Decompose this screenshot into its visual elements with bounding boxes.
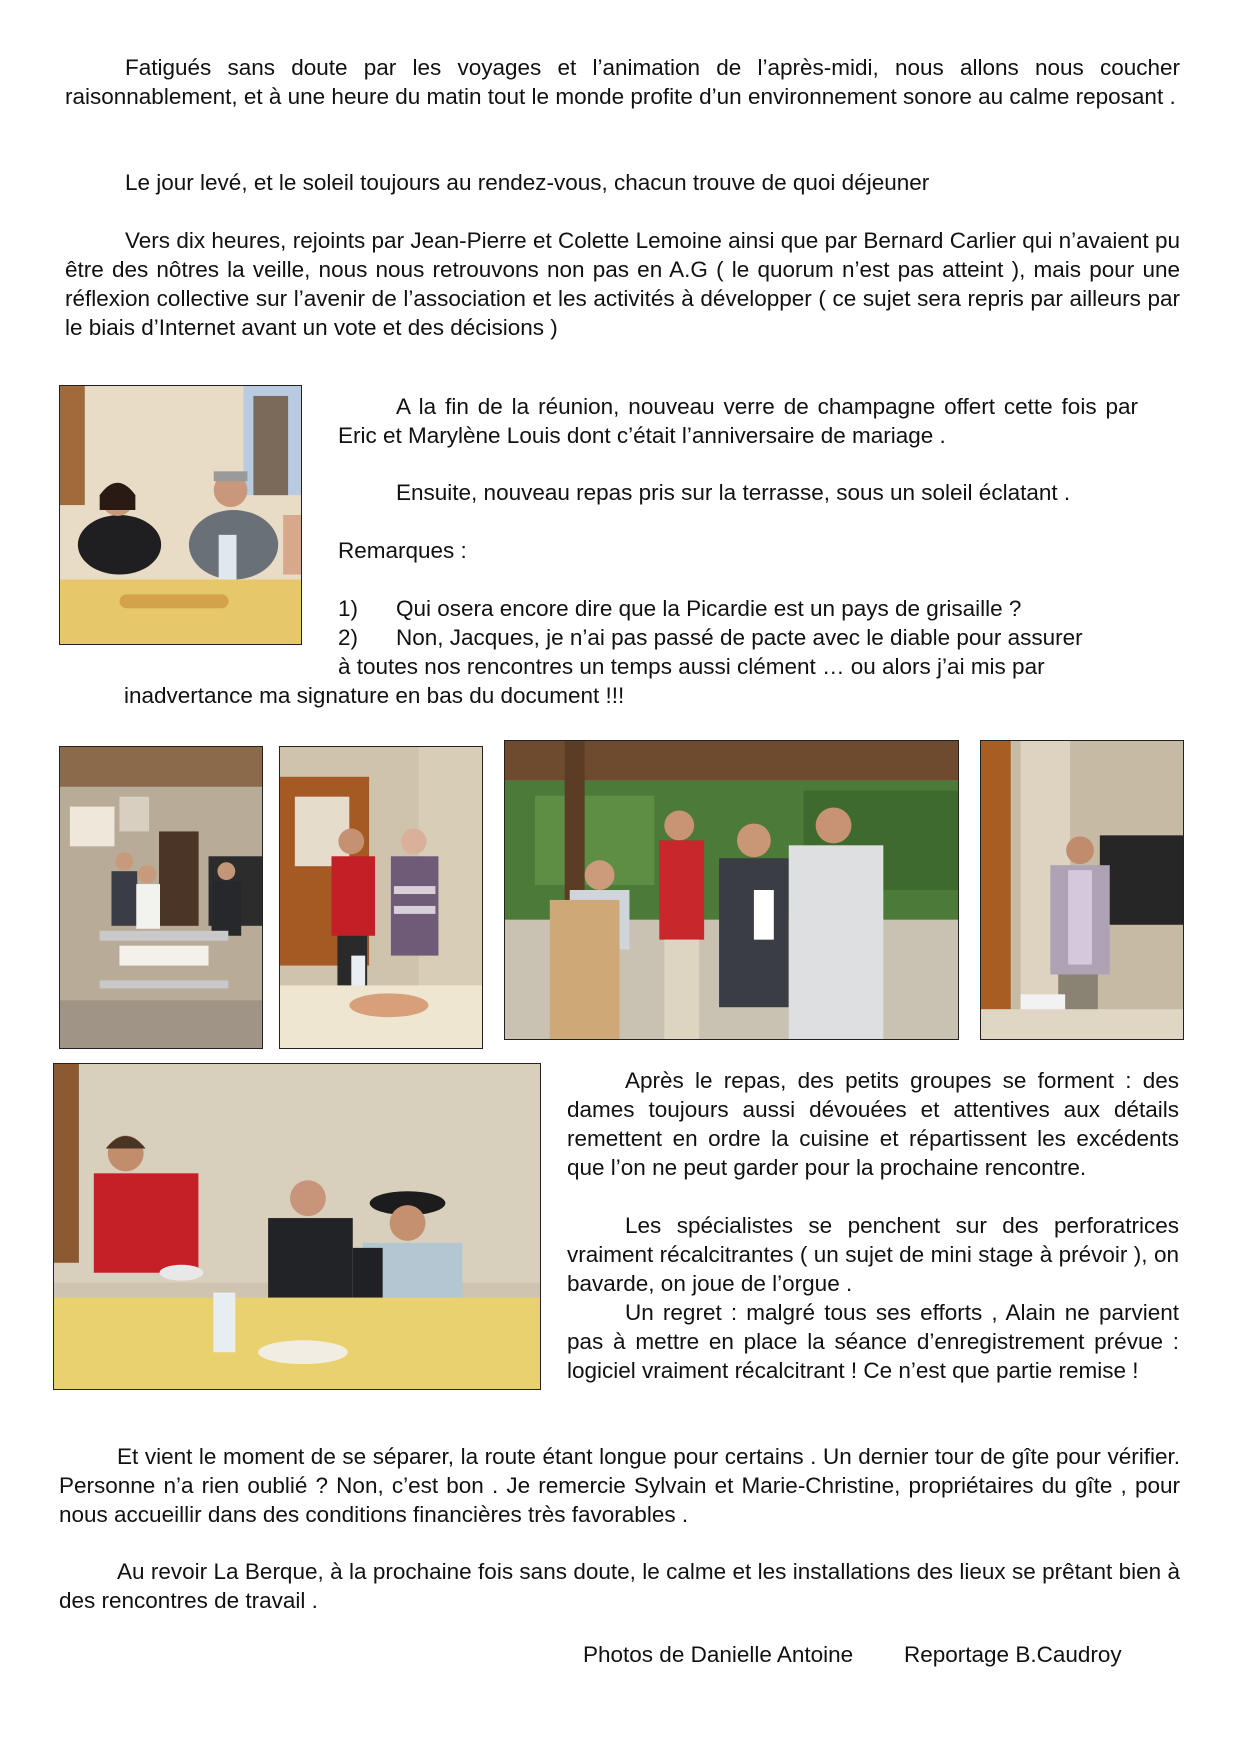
photo-two-ladies: [279, 746, 483, 1049]
remark-2-number: 2): [338, 625, 359, 650]
paragraph-regret: Un regret : malgré tous ses efforts , Alain ne parvient pas à mettre en place la séance d’enregistrement prévue : logiciel vraiment récalcitrant ! Ce n’est que partie remise !: [567, 1300, 1179, 1383]
photo-cart-courtyard: [59, 746, 263, 1049]
paragraph-terrace: Ensuite, nouveau repas pris sur la terrasse, sous un soleil éclatant .: [396, 480, 1071, 505]
remark-2-line-1: Non, Jacques, je n’ai pas passé de pacte avec le diable pour assurer: [396, 625, 1083, 650]
photo-man-standing: [980, 740, 1184, 1040]
remark-2-line-3: inadvertance ma signature en bas du document !!!: [124, 683, 625, 708]
paragraph-night: Fatigués sans doute par les voyages et l’animation de l’après-midi, nous allons nous coucher raisonnablement, et à une heure du matin tout le monde profite d’un environnement sonore au calme reposant .: [65, 55, 1180, 109]
paragraph-champagne: A la fin de la réunion, nouveau verre de champagne offert cette fois par Eric et Marylène Louis dont c’était l’anniversaire de mariage .: [338, 394, 1138, 448]
remark-2-line-2: à toutes nos rencontres un temps aussi clément … ou alors j’ai mis par: [338, 654, 1045, 679]
paragraph-farewell: Et vient le moment de se séparer, la route étant longue pour certains . Un dernier tour de gîte pour vérifier. Personne n’a rien oublié ? Non, c’est bon . Je remercie Sylvain et Marie-Christine, propriétaires du gîte , pour nous accueillir dans des conditions financières très favorables .: [59, 1444, 1180, 1527]
remark-1-number: 1): [338, 596, 359, 621]
paragraph-meeting: Vers dix heures, rejoints par Jean-Pierre et Colette Lemoine ainsi que par Bernard Carlier qui n’avaient pu être des nôtres la veille, nous nous retrouvons non pas en A.G ( le quorum n’est pas atteint ), mais pour une réflexion collective sur l’avenir de l’association et les activités à développer ( ce sujet sera repris par ailleurs par le biais d’Internet avant un vote et des décisions ): [65, 228, 1180, 340]
paragraph-morning: Le jour levé, et le soleil toujours au rendez-vous, chacun trouve de quoi déjeuner: [125, 170, 930, 195]
credit-photos: Photos de Danielle Antoine: [583, 1642, 854, 1667]
paragraph-goodbye: Au revoir La Berque, à la prochaine fois sans doute, le calme et les installations des lieux se prêtant bien à des rencontres de travail .: [59, 1559, 1180, 1613]
remarks-title: Remarques :: [338, 538, 467, 563]
paragraph-after-meal: Après le repas, des petits groupes se forment : des dames toujours aussi dévouées et attentives aux détails remettent en ordre la cuisine et répartissent les excédents que l’on ne peut garder pour la prochaine rencontre.: [567, 1068, 1179, 1180]
photo-meeting-table: [59, 385, 302, 645]
credit-report: Reportage B.Caudroy: [904, 1642, 1122, 1667]
photo-organ-group: [504, 740, 959, 1040]
remark-1-text: Qui osera encore dire que la Picardie est un pays de grisaille ?: [396, 596, 1022, 621]
paragraph-specialists: Les spécialistes se penchent sur des perforatrices vraiment récalcitrantes ( un sujet de mini stage à prévoir ), on bavarde, on joue de l’orgue .: [567, 1213, 1179, 1296]
photo-table-guests: [53, 1063, 541, 1390]
